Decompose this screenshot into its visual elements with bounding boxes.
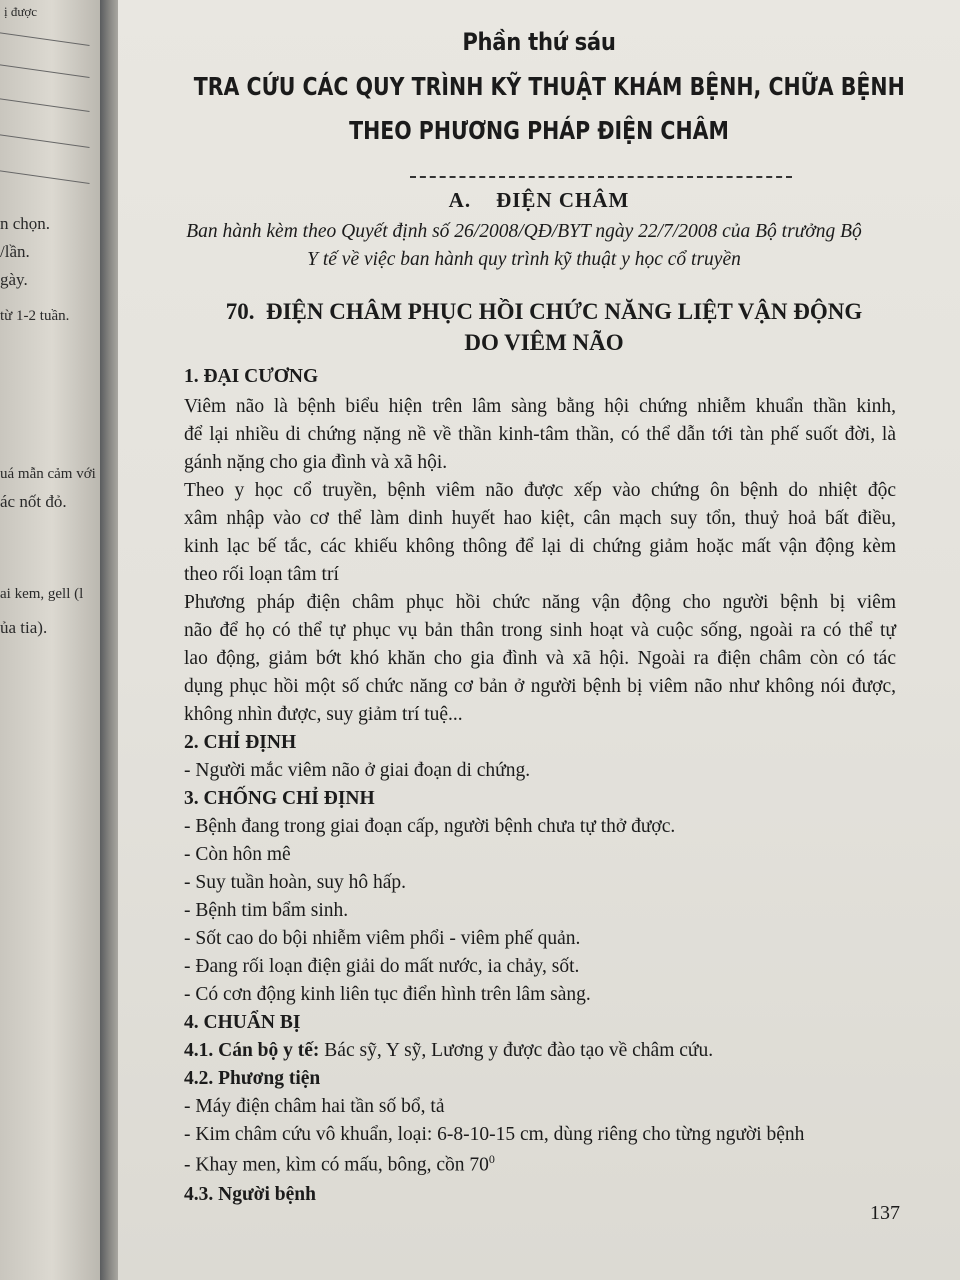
dashed-divider [410,176,792,178]
form-rule [0,97,90,112]
page-title-line2: THEO PHƯƠNG PHÁP ĐIỆN CHÂM [349,116,729,145]
paragraph-line: Phương pháp điện châm phục hồi chức năng vận động cho người bệnh bị viêm [184,592,896,613]
staff-line [184,1040,713,1062]
list-item: - Sốt cao do bội nhiễm viêm phổi - viêm phế quản. [184,928,581,949]
decree-line: Ban hành kèm theo Quyết định số 26/2008/QĐ/BYT ngày 22/7/2008 của Bộ trưởng Bộ [186,221,862,242]
facing-text: ác nốt đỏ. [0,492,67,511]
subheading-equipment: 4.2. Phương tiện [184,1068,321,1089]
list-item: - Còn hôn mê [184,844,291,865]
paragraph-line: Theo y học cổ truyền, bệnh viêm não được xếp vào chứng ôn bệnh do nhiệt độc [184,480,896,501]
subheading-staff: 4.1. Cán bộ y tế: [184,1040,320,1061]
facing-text: /lần. [0,242,30,261]
part-heading: Phần thứ sáu [462,28,616,56]
facing-page-edge [0,0,104,1280]
paragraph-line: dụng phục hồi một số chức năng cơ bản ở người bệnh bị viêm não như không nói được, [184,676,896,697]
list-item: - Suy tuần hoàn, suy hô hấp. [184,872,407,893]
decree-line: Y tế về việc ban hành quy trình kỹ thuật y học cổ truyền [307,249,741,270]
heading-preparation: 4. CHUẨN BỊ [184,1012,301,1033]
facing-text: ị được [4,4,38,19]
facing-text: ủa tia). [0,618,48,637]
heading-general: 1. ĐẠI CƯƠNG [184,366,319,387]
facing-text: n chọn. [0,214,51,233]
article-title-line: DO VIÊM NÃO [464,330,624,355]
decree-note [138,218,910,274]
book-page [118,0,960,1280]
page-title-line1: TRA CỨU CÁC QUY TRÌNH KỸ THUẬT KHÁM BỆNH, CHỮA BỆNH [193,72,905,101]
form-rule [0,63,90,78]
list-item: - Có cơn động kinh liên tục điển hình trên lâm sàng. [184,984,591,1005]
form-rule [0,169,90,184]
form-rule [0,133,90,148]
paragraph-line [184,396,896,418]
list-item: - Đang rối loạn điện giải do mất nước, ia chảy, sốt. [184,956,580,977]
list-item: - Người mắc viêm não ở giai đoạn di chứng. [184,760,531,781]
section-heading: A. ĐIỆN CHÂM [448,188,630,212]
text-span: Viêm não là bệnh biểu hiện trên lâm sàng bằng hội chứng nhiễm khuẩn thần kinh, [184,396,896,417]
item-text: - Khay men, kìm có mấu, bông, cồn 70 [184,1154,489,1176]
heading-indication: 2. CHỈ ĐỊNH [184,732,297,753]
facing-text: uá mẫn cảm với [0,466,96,482]
article-title [198,296,890,358]
paragraph-line: xâm nhập vào cơ thể làm dinh huyết hao kiệt, cân mạch suy tổn, thuỷ hoả bất điều, [184,508,896,529]
list-item [184,1152,495,1177]
facing-text: gày. [0,270,28,289]
paragraph-line: kinh lạc bế tắc, các khiếu không thông để lại di chứng giảm hoặc mất vận động kèm [184,536,896,557]
list-item: - Bệnh đang trong giai đoạn cấp, người bệnh chưa tự thở được. [184,816,676,837]
heading-contraindication: 3. CHỐNG CHỈ ĐỊNH [184,788,375,809]
article-title-line: 70. ĐIỆN CHÂM PHỤC HỒI CHỨC NĂNG LIỆT VẬN ĐỘNG [225,299,863,324]
paragraph-line: không nhìn được, suy giảm trí tuệ... [184,704,463,725]
staff-text: Bác sỹ, Y sỹ, Lương y được đào tạo về châm cứu. [319,1040,714,1061]
list-item: - Kim châm cứu vô khuẩn, loại: 6-8-10-15 cm, dùng riêng cho từng người bệnh [184,1124,805,1145]
paragraph-line: theo rối loạn tâm trí [184,564,339,585]
paragraph-line: để lại nhiều di chứng nặng nề về thần kinh-tâm thần, có thể dẫn tới tàn phế suốt đời, là [184,424,896,445]
facing-text: ai kem, gell (l [0,586,84,602]
list-item: - Máy điện châm hai tần số bổ, tả [184,1096,445,1117]
list-item: - Bệnh tim bẩm sinh. [184,900,349,921]
paragraph-line: gánh nặng cho gia đình và xã hội. [184,452,448,473]
degree-superscript: 0 [488,1152,495,1166]
paragraph-line: não để họ có thể tự phục vụ bản thân trong sinh hoạt và cuộc sống, ngoài ra có thể tự [184,620,896,641]
form-rule [0,31,90,46]
page-number: 137 [870,1202,900,1224]
paragraph-line: lao động, giảm bớt khó khăn cho gia đình và xã hội. Ngoài ra điện châm còn có tác [184,648,896,669]
facing-text: từ 1-2 tuần. [0,308,70,324]
subheading-patient: 4.3. Người bệnh [184,1184,316,1205]
